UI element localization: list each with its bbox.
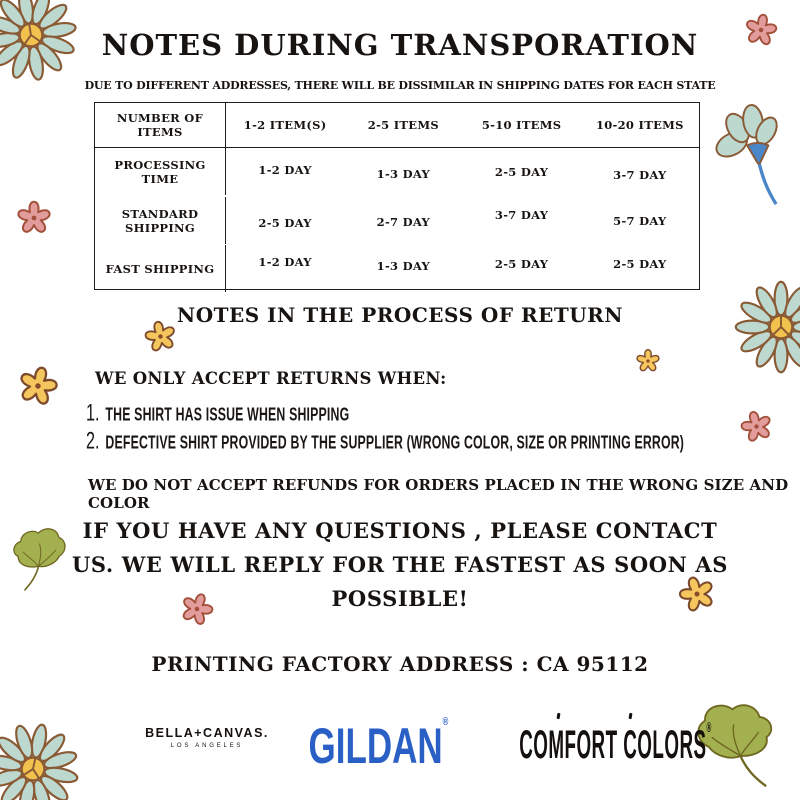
gildan-wordmark: GILDAN bbox=[308, 718, 443, 774]
table-cell: 2-5 DAY bbox=[258, 215, 312, 230]
registered-mark-icon: ® bbox=[442, 716, 449, 728]
table-cell: 1-2 DAY bbox=[258, 162, 312, 177]
table-header-row bbox=[95, 103, 699, 148]
table-cell: 3-7 DAY bbox=[613, 167, 667, 182]
contact-line: US. WE WILL REPLY FOR THE FASTEST AS SOON AS bbox=[72, 552, 728, 577]
list-text: THE SHIRT HAS ISSUE WHEN SHIPPING bbox=[105, 405, 350, 426]
shipping-table bbox=[94, 102, 700, 290]
factory-address: PRINTING FACTORY ADDRESS : CA 95112 bbox=[151, 652, 649, 676]
yellow-flower-icon bbox=[10, 358, 66, 414]
pink-flower-icon bbox=[14, 198, 54, 238]
row-label: FAST SHIPPING bbox=[95, 245, 226, 292]
gildan-logo bbox=[308, 716, 449, 775]
comfort-colors-accent-mark bbox=[629, 713, 633, 719]
list-number: 2. bbox=[86, 428, 100, 455]
bella-canvas-wordmark: BELLA+CANVAS. bbox=[145, 726, 269, 740]
row-label: PROCESSING TIME bbox=[95, 148, 226, 195]
table-cell: 2-7 DAY bbox=[376, 214, 431, 229]
table-row bbox=[95, 148, 699, 195]
carnation-flower-icon bbox=[708, 102, 796, 208]
list-number: 1. bbox=[86, 400, 100, 427]
accept-returns-heading: WE ONLY ACCEPT RETURNS WHEN: bbox=[95, 369, 447, 388]
table-cell: 2-5 DAY bbox=[613, 256, 667, 271]
list-text: DEFECTIVE SHIRT PROVIDED BY THE SUPPLIER (WRONG COLOR, SIZE OR PRINTING ERROR) bbox=[105, 433, 685, 454]
contact-line: POSSIBLE! bbox=[331, 586, 469, 611]
row-label: STANDARD SHIPPING bbox=[95, 197, 226, 244]
comfort-colors-wordmark: COMFORT COLORS bbox=[519, 723, 707, 767]
table-header-cell: 2-5 ITEMS bbox=[367, 118, 439, 132]
table-header-cell: 1-2 ITEM(S) bbox=[243, 118, 327, 132]
table-header-cell: NUMBER OF ITEMS bbox=[95, 103, 226, 147]
table-header-cell: 10-20 ITEMS bbox=[595, 118, 684, 132]
table-cell: 2-5 DAY bbox=[494, 256, 549, 271]
bella-canvas-logo bbox=[145, 726, 269, 749]
bella-canvas-tagline: LOS ANGELES bbox=[170, 743, 244, 749]
contact-line: IF YOU HAVE ANY QUESTIONS , PLEASE CONTACT bbox=[82, 518, 718, 543]
return-section-heading: NOTES IN THE PROCESS OF RETURN bbox=[176, 303, 624, 327]
table-cell: 1-3 DAY bbox=[376, 258, 431, 273]
comfort-colors-logo bbox=[519, 719, 712, 768]
registered-mark-icon: ® bbox=[706, 719, 712, 735]
pink-flower-icon bbox=[734, 404, 779, 449]
table-row bbox=[95, 195, 699, 242]
table-cell: 2-5 DAY bbox=[494, 164, 549, 179]
table-cell: 1-2 DAY bbox=[258, 254, 312, 269]
table-row bbox=[95, 242, 699, 289]
table-cell: 5-7 DAY bbox=[613, 213, 667, 228]
page-title: NOTES DURING TRANSPORATION bbox=[101, 28, 699, 62]
table-cell: 3-7 DAY bbox=[494, 207, 549, 222]
daisy-flower-icon bbox=[0, 699, 103, 800]
daisy-flower-icon bbox=[722, 268, 800, 386]
no-refund-notice: WE DO NOT ACCEPT REFUNDS FOR ORDERS PLACED IN THE WRONG SIZE AND COLOR bbox=[88, 476, 789, 512]
table-cell: 1-3 DAY bbox=[376, 166, 431, 181]
yellow-flower-icon bbox=[634, 347, 662, 375]
return-reason-item bbox=[86, 400, 349, 428]
table-header-cell: 5-10 ITEMS bbox=[481, 118, 562, 132]
page-subtitle: DUE TO DIFFERENT ADDRESSES, THERE WILL BE DISSIMILAR IN SHIPPING DATES FOR EACH STATE bbox=[84, 79, 716, 92]
return-reason-item bbox=[86, 428, 684, 456]
contact-message bbox=[0, 514, 800, 616]
